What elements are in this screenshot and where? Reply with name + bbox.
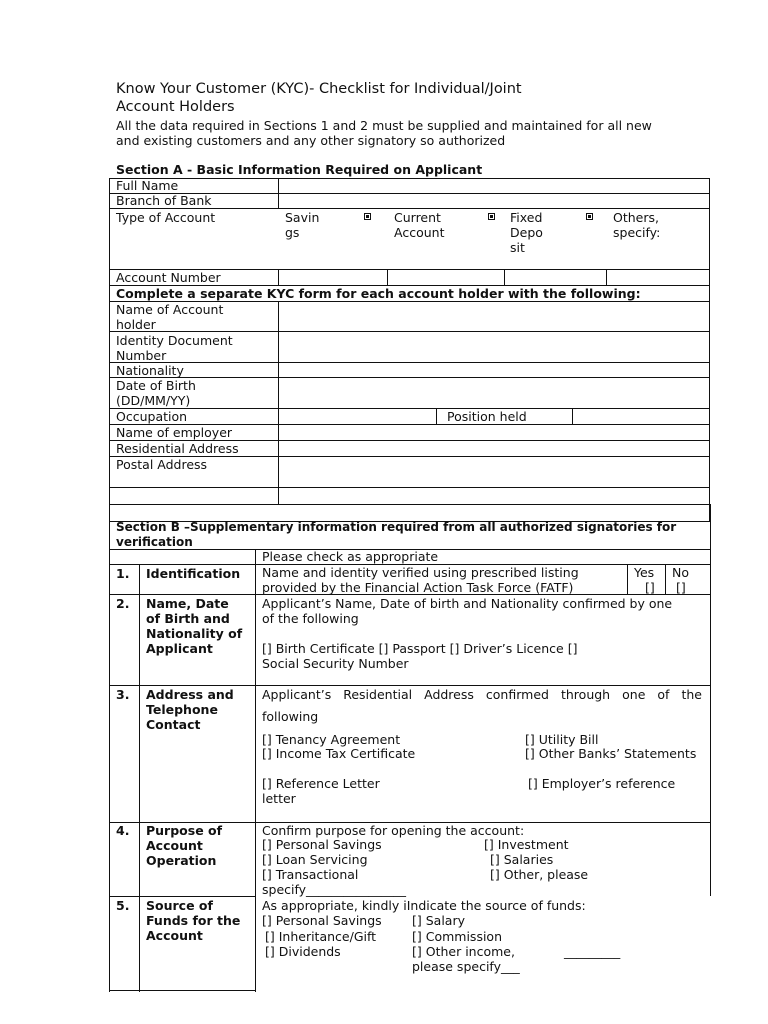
- row3-opt-employer-ref[interactable]: [] Employer’s reference: [528, 776, 676, 791]
- row5-opt-personal[interactable]: [] Personal Savings: [262, 913, 382, 928]
- row4-label: Purpose of Account Operation: [146, 823, 223, 868]
- row5-text: As appropriate, kindly iIndicate the source of funds:: [262, 898, 586, 913]
- checkbox-savings[interactable]: [364, 213, 371, 220]
- row3-opt-letter: letter: [262, 791, 296, 806]
- row5-opt-commission[interactable]: [] Commission: [412, 929, 502, 944]
- label-postal-address: Postal Address: [116, 457, 208, 472]
- label-branch: Branch of Bank: [116, 193, 212, 208]
- row5-number: 5.: [116, 898, 130, 913]
- form-title: [116, 80, 676, 116]
- row4-opt-transactional[interactable]: [] Transactional: [262, 867, 359, 882]
- row3-label: Address and Telephone Contact: [146, 687, 234, 732]
- label-dob: Date of Birth (DD/MM/YY): [116, 378, 196, 408]
- row1-text: Name and identity verified using prescribed listing provided by the Financial Action Task Force (FATF): [262, 565, 579, 595]
- option-fixed-deposit: Fixed Depo sit: [510, 210, 543, 255]
- section-b-heading: Section B –Supplementary information required from all authorized signatories for verification: [116, 520, 677, 549]
- label-name-account-holder: Name of Account holder: [116, 302, 224, 332]
- label-identity-document: Identity Document Number: [116, 333, 233, 363]
- row4-opt-personal[interactable]: [] Personal Savings: [262, 837, 382, 852]
- row3-opt-tenancy[interactable]: [] Tenancy Agreement: [262, 732, 401, 747]
- row1-no-label: No: [672, 565, 689, 580]
- label-employer: Name of employer: [116, 425, 233, 440]
- row5-opt-inheritance[interactable]: [] Inheritance/Gift: [265, 929, 377, 944]
- title-line-1: Know Your Customer (KYC)- Checklist for Individual/Joint: [116, 81, 522, 97]
- title-line-2: Account Holders: [116, 99, 235, 115]
- row5-opt-other-income[interactable]: [] Other income,: [412, 944, 515, 959]
- row3-number: 3.: [116, 687, 130, 702]
- checkbox-current[interactable]: [488, 213, 495, 220]
- row5-please-specify[interactable]: please specify___: [412, 959, 520, 974]
- intro-text: All the data required in Sections 1 and 2 must be supplied and maintained for all new and existing customers and any other signatory so authorized: [116, 118, 652, 148]
- row5-opt-dividends[interactable]: [] Dividends: [265, 944, 341, 959]
- row4-text: Confirm purpose for opening the account:: [262, 823, 525, 838]
- row5-opt-salary[interactable]: [] Salary: [412, 913, 465, 928]
- row2-options[interactable]: [] Birth Certificate [] Passport [] Driver’s Licence [] Social Security Number: [262, 641, 578, 671]
- row5-label: Source of Funds for the Account: [146, 898, 241, 943]
- row1-yes-label: Yes: [634, 565, 655, 580]
- label-type-of-account: Type of Account: [116, 210, 216, 225]
- row4-opt-investment[interactable]: [] Investment: [484, 837, 569, 852]
- label-position-held: Position held: [447, 409, 527, 424]
- section-a-heading: Section A - Basic Information Required on Applicant: [116, 162, 483, 177]
- label-residential-address: Residential Address: [116, 441, 239, 456]
- row3-opt-reference[interactable]: [] Reference Letter: [262, 776, 380, 791]
- label-account-number: Account Number: [116, 270, 221, 285]
- label-full-name: Full Name: [116, 178, 179, 193]
- row3-opt-other-banks[interactable]: [] Other Banks’ Statements: [525, 746, 697, 761]
- row3-opt-utility[interactable]: [] Utility Bill: [525, 732, 599, 747]
- row4-opt-other[interactable]: [] Other, please: [490, 867, 589, 882]
- row5-underline: _________: [564, 944, 621, 959]
- row2-number: 2.: [116, 596, 130, 611]
- row3-text-line1: Applicant’s Residential Address confirmed through one of the: [262, 687, 702, 702]
- label-occupation: Occupation: [116, 409, 188, 424]
- check-note: Please check as appropriate: [262, 549, 439, 564]
- row1-no-checkbox[interactable]: []: [676, 580, 686, 595]
- row1-label: Identification: [146, 566, 241, 581]
- checkbox-fixed-deposit[interactable]: [586, 213, 593, 220]
- row3-text-line2: following: [262, 709, 319, 724]
- label-nationality: Nationality: [116, 363, 184, 378]
- option-current: Current Account: [394, 210, 445, 240]
- row4-number: 4.: [116, 823, 130, 838]
- row1-yes-checkbox[interactable]: []: [645, 580, 655, 595]
- row4-opt-salaries[interactable]: [] Salaries: [490, 852, 554, 867]
- row1-number: 1.: [116, 566, 130, 581]
- row3-opt-income-tax[interactable]: [] Income Tax Certificate: [262, 746, 416, 761]
- row2-label: Name, Date of Birth and Nationality of Applicant: [146, 596, 243, 656]
- row4-opt-loan[interactable]: [] Loan Servicing: [262, 852, 368, 867]
- option-others: Others, specify:: [613, 210, 661, 240]
- separate-form-note: Complete a separate KYC form for each account holder with the following:: [116, 286, 641, 301]
- row2-text: Applicant’s Name, Date of birth and Nationality confirmed by one of the following: [262, 596, 673, 626]
- option-savings: Savin gs: [285, 210, 320, 240]
- row4-specify[interactable]: specify________________: [262, 882, 407, 897]
